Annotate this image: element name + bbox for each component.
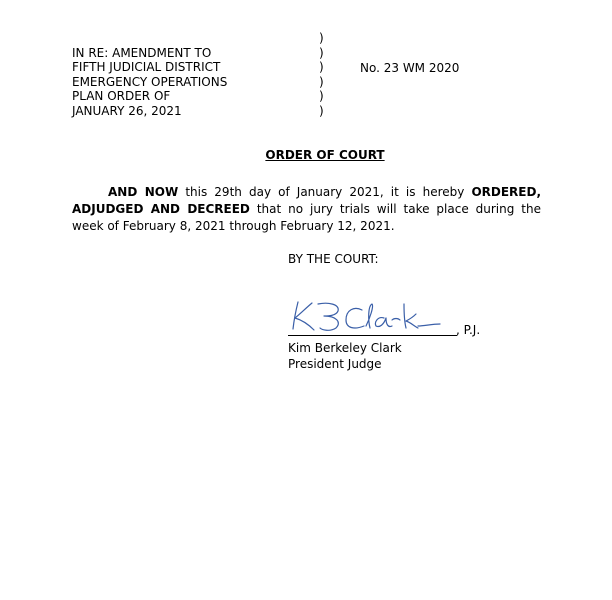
- caption-line: EMERGENCY OPERATIONS: [72, 75, 228, 89]
- signature-line: [288, 335, 457, 336]
- caption-line: FIFTH JUDICIAL DISTRICT: [72, 60, 221, 74]
- caption-paren: ): [319, 89, 324, 103]
- caption-paren: ): [319, 104, 324, 118]
- body-text-1: this 29th day of January 2021, it is hereby: [178, 185, 472, 199]
- case-number: No. 23 WM 2020: [360, 61, 460, 75]
- judge-name: Kim Berkeley Clark: [288, 341, 402, 355]
- caption-line: JANUARY 26, 2021: [72, 104, 182, 118]
- and-now-text: AND NOW: [108, 185, 179, 199]
- caption-paren: ): [319, 75, 324, 89]
- order-title: ORDER OF COURT: [265, 148, 385, 162]
- caption-line: IN RE: AMENDMENT TO: [72, 46, 212, 60]
- order-body: [72, 184, 541, 235]
- caption-paren: ): [319, 31, 324, 45]
- caption-line: PLAN ORDER OF: [72, 89, 171, 103]
- signature-suffix: , P.J.: [456, 323, 481, 337]
- body-text-2: that no jury trials will take place during the week of February 8, 2021 through February 12, 2021.: [72, 202, 541, 233]
- handwritten-signature: [288, 296, 448, 336]
- ordered-text: ORDERED, ADJUDGED AND DECREED: [72, 185, 542, 216]
- judge-title: President Judge: [288, 357, 382, 371]
- by-the-court: BY THE COURT:: [288, 252, 379, 266]
- caption-paren: ): [319, 60, 324, 74]
- caption-paren: ): [319, 46, 324, 60]
